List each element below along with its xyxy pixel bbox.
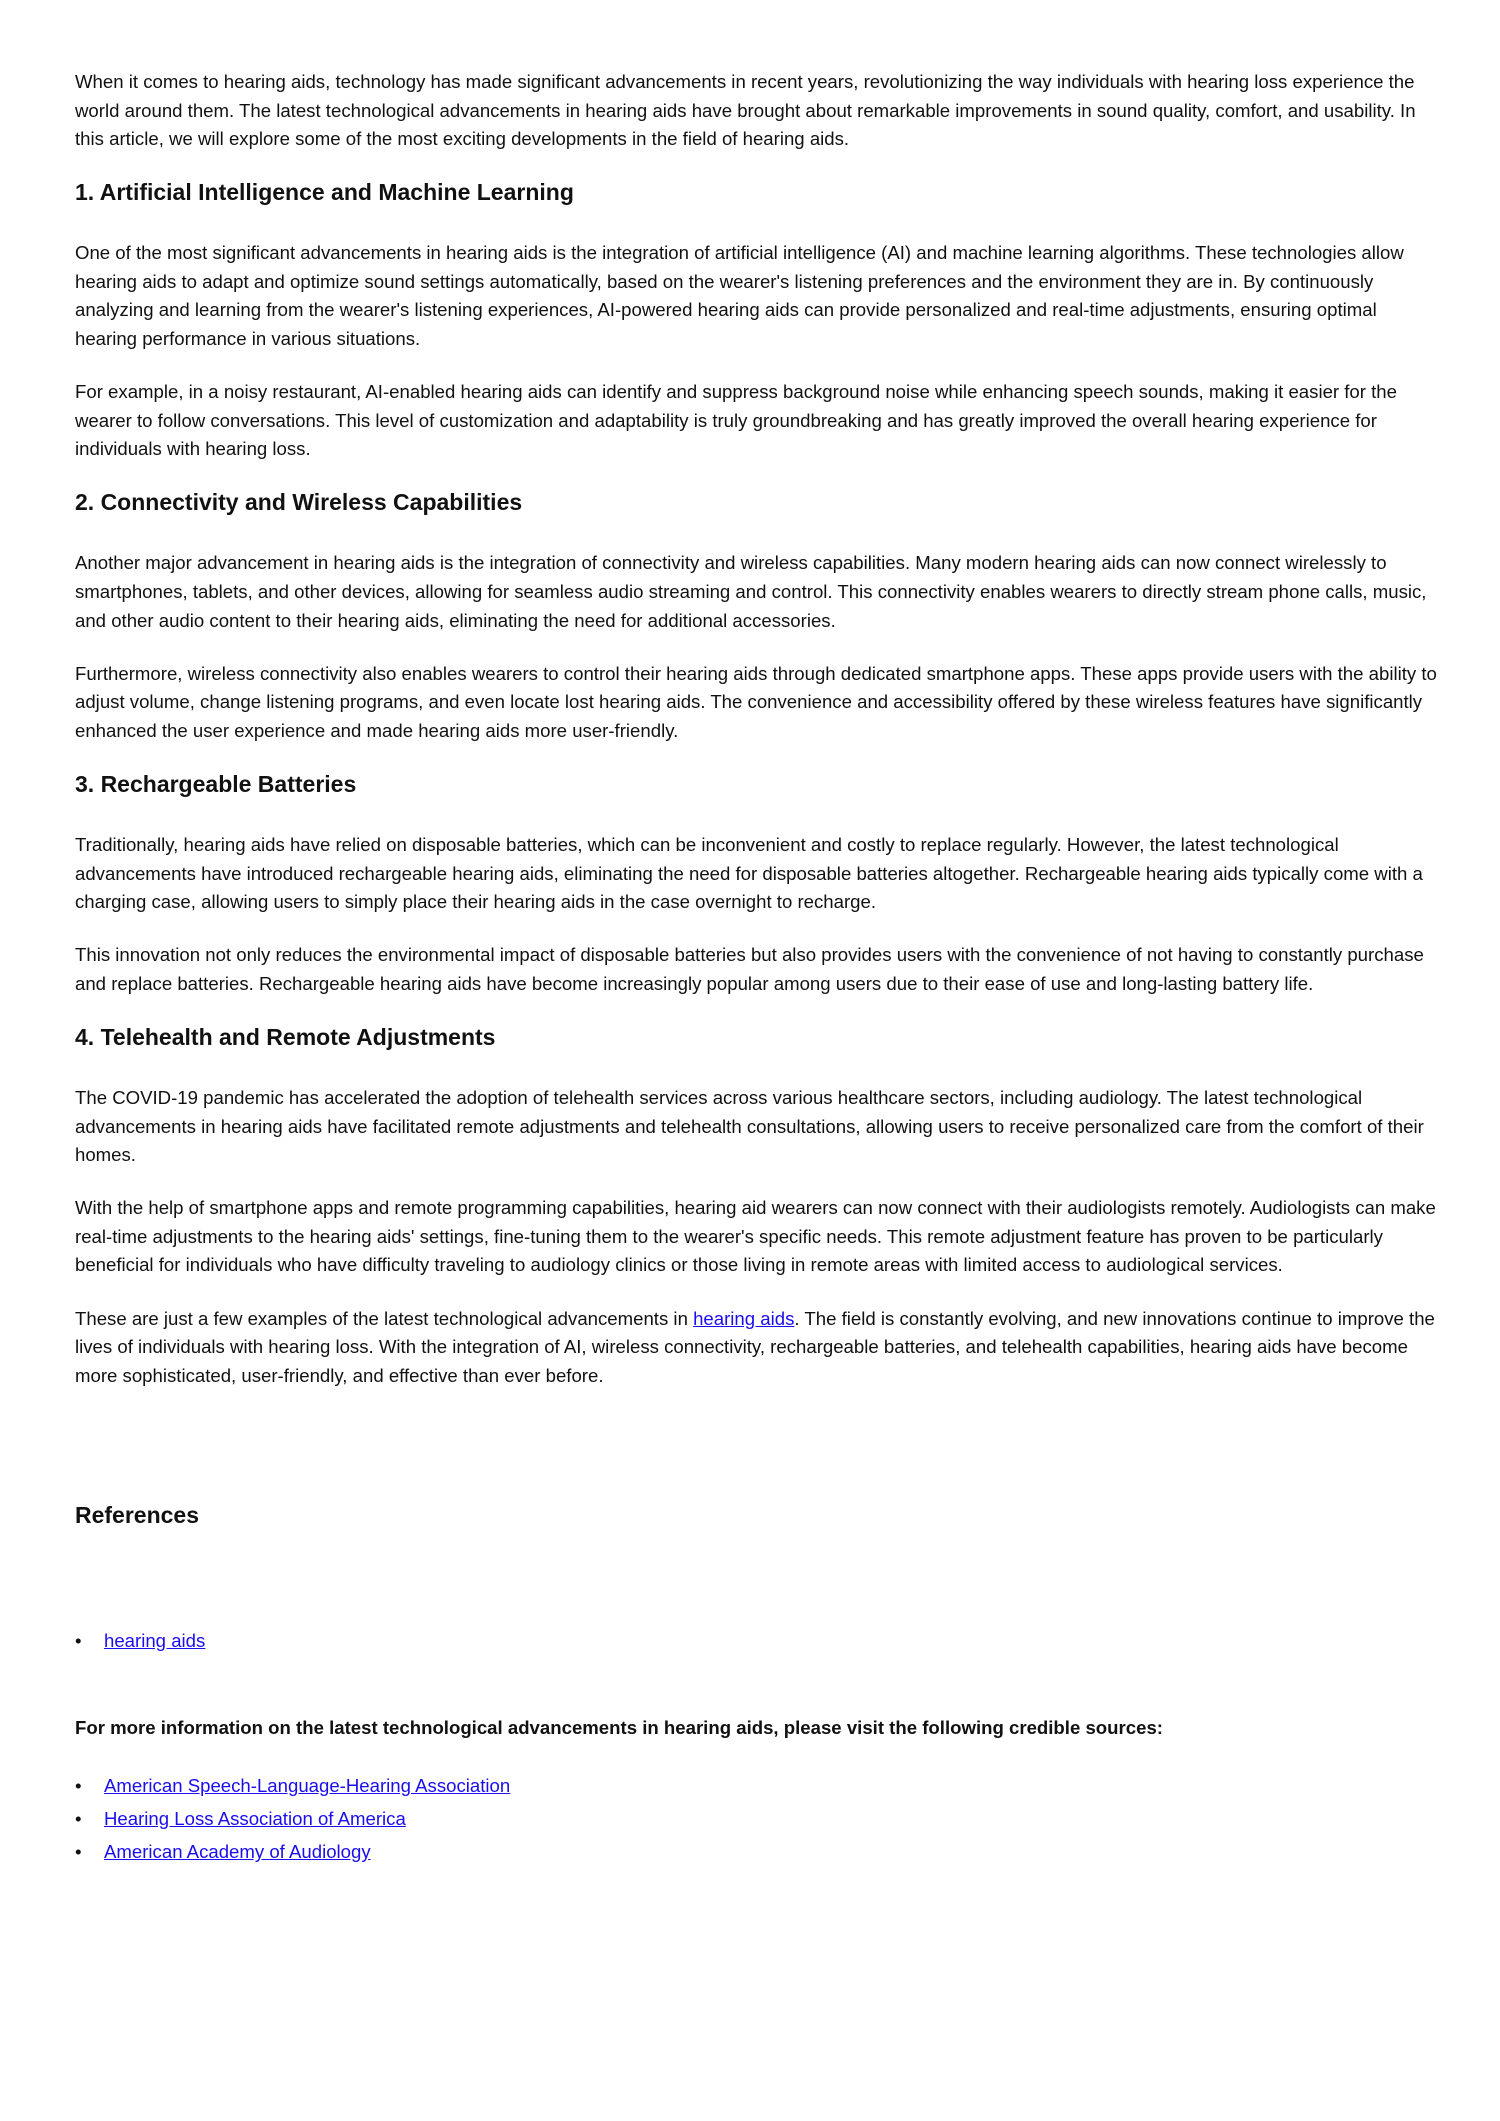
paragraph: This innovation not only reduces the environmental impact of disposable batteries but also provides users with the convenience of not having to constantly purchase and replace batteries. Rechargeable hearing aids have become increasingly popular among users due to their ease of use and long-lasting battery life. bbox=[75, 944, 1424, 994]
conclusion-paragraph bbox=[75, 1305, 1440, 1391]
bullet-icon: • bbox=[75, 1775, 82, 1797]
list-item bbox=[75, 1802, 1440, 1835]
bullet-icon: • bbox=[75, 1841, 82, 1863]
sources-intro: For more information on the latest technological advancements in hearing aids, please visit the following credible sources: bbox=[75, 1717, 1163, 1739]
source-link-aaa[interactable]: American Academy of Audiology bbox=[104, 1841, 371, 1863]
reference-link-hearing-aids[interactable]: hearing aids bbox=[104, 1630, 206, 1652]
paragraph: Furthermore, wireless connectivity also enables wearers to control their hearing aids through dedicated smartphone apps. These apps provide users with the ability to adjust volume, change listening programs, and even locate lost hearing aids. The convenience and accessibility offered by these wireless features have significantly enhanced the user experience and made hearing aids more user-friendly. bbox=[75, 662, 1437, 741]
conclusion-text: . The field is constantly evolving, and new innovations continue to improve the lives of individuals with hearing loss. With the integration of AI, wireless connectivity, rechargeable batteries, and telehealth capabilities, hearing aids have become more sophisticated, user-friendly, and effective than ever before. bbox=[75, 1307, 1435, 1386]
hearing-aids-link[interactable]: hearing aids bbox=[693, 1307, 795, 1329]
paragraph: Traditionally, hearing aids have relied on disposable batteries, which can be inconvenient and costly to replace regularly. However, the latest technological advancements have introduced rechargeable hearing aids, eliminating the need for disposable batteries altogether. Rechargeable hearing aids typically come with a charging case, allowing users to simply place their hearing aids in the case overnight to recharge. bbox=[75, 834, 1423, 913]
section-heading-telehealth: 4. Telehealth and Remote Adjustments bbox=[75, 1023, 496, 1050]
list-item bbox=[75, 1769, 1440, 1802]
list-item bbox=[75, 1835, 1440, 1868]
section-heading-ai: 1. Artificial Intelligence and Machine Learning bbox=[75, 179, 574, 206]
list-item bbox=[75, 1627, 1440, 1655]
bullet-icon: • bbox=[75, 1630, 82, 1652]
references-list bbox=[75, 1627, 1440, 1655]
paragraph: The COVID-19 pandemic has accelerated the adoption of telehealth services across various healthcare sectors, including audiology. The latest technological advancements in hearing aids have facilitated remote adjustments and telehealth consultations, allowing users to receive personalized care from the comfort of their homes. bbox=[75, 1086, 1424, 1166]
paragraph: For example, in a noisy restaurant, AI-enabled hearing aids can identify and suppress background noise while enhancing speech sounds, making it easier for the wearer to follow conversations. This level of customization and adaptability is truly groundbreaking and has greatly improved the overall hearing experience for individuals with hearing loss. bbox=[75, 381, 1397, 460]
source-link-asha[interactable]: American Speech-Language-Hearing Association bbox=[104, 1775, 511, 1797]
section-heading-connectivity: 2. Connectivity and Wireless Capabilities bbox=[75, 489, 523, 516]
bullet-icon: • bbox=[75, 1808, 82, 1830]
intro-paragraph: When it comes to hearing aids, technology has made significant advancements in recent years, revolutionizing the way individuals with hearing loss experience the world around them. The latest technological advancements in hearing aids have brought about remarkable improvements in sound quality, comfort, and usability. In this article, we will explore some of the most exciting developments in the field of hearing aids. bbox=[75, 71, 1416, 150]
source-link-hlaa[interactable]: Hearing Loss Association of America bbox=[104, 1808, 406, 1830]
paragraph: With the help of smartphone apps and remote programming capabilities, hearing aid wearers can now connect with their audiologists remotely. Audiologists can make real-time adjustments to the hearing aids' settings, fine-tuning them to the wearer's specific needs. This remote adjustment feature has proven to be particularly beneficial for individuals who have difficulty traveling to audiology clinics or those living in remote areas with limited access to audiological services. bbox=[75, 1197, 1436, 1276]
paragraph: One of the most significant advancements in hearing aids is the integration of artificial intelligence (AI) and machine learning algorithms. These technologies allow hearing aids to adapt and optimize sound settings automatically, based on the wearer's listening preferences and the environment they are in. By continuously analyzing and learning from the wearer's listening experiences, AI-powered hearing aids can provide personalized and real-time adjustments, ensuring optimal hearing performance in various situations. bbox=[75, 242, 1404, 350]
section-heading-batteries: 3. Rechargeable Batteries bbox=[75, 771, 357, 797]
conclusion-text: These are just a few examples of the latest technological advancements in bbox=[75, 1307, 694, 1329]
references-heading: References bbox=[75, 1502, 200, 1529]
paragraph: Another major advancement in hearing aids is the integration of connectivity and wireless capabilities. Many modern hearing aids can now connect wirelessly to smartphones, tablets, and other devices, allowing for seamless audio streaming and control. This connectivity enables wearers to directly stream phone calls, music, and other audio content to their hearing aids, eliminating the need for additional accessories. bbox=[75, 552, 1427, 631]
sources-list bbox=[75, 1769, 1440, 1868]
